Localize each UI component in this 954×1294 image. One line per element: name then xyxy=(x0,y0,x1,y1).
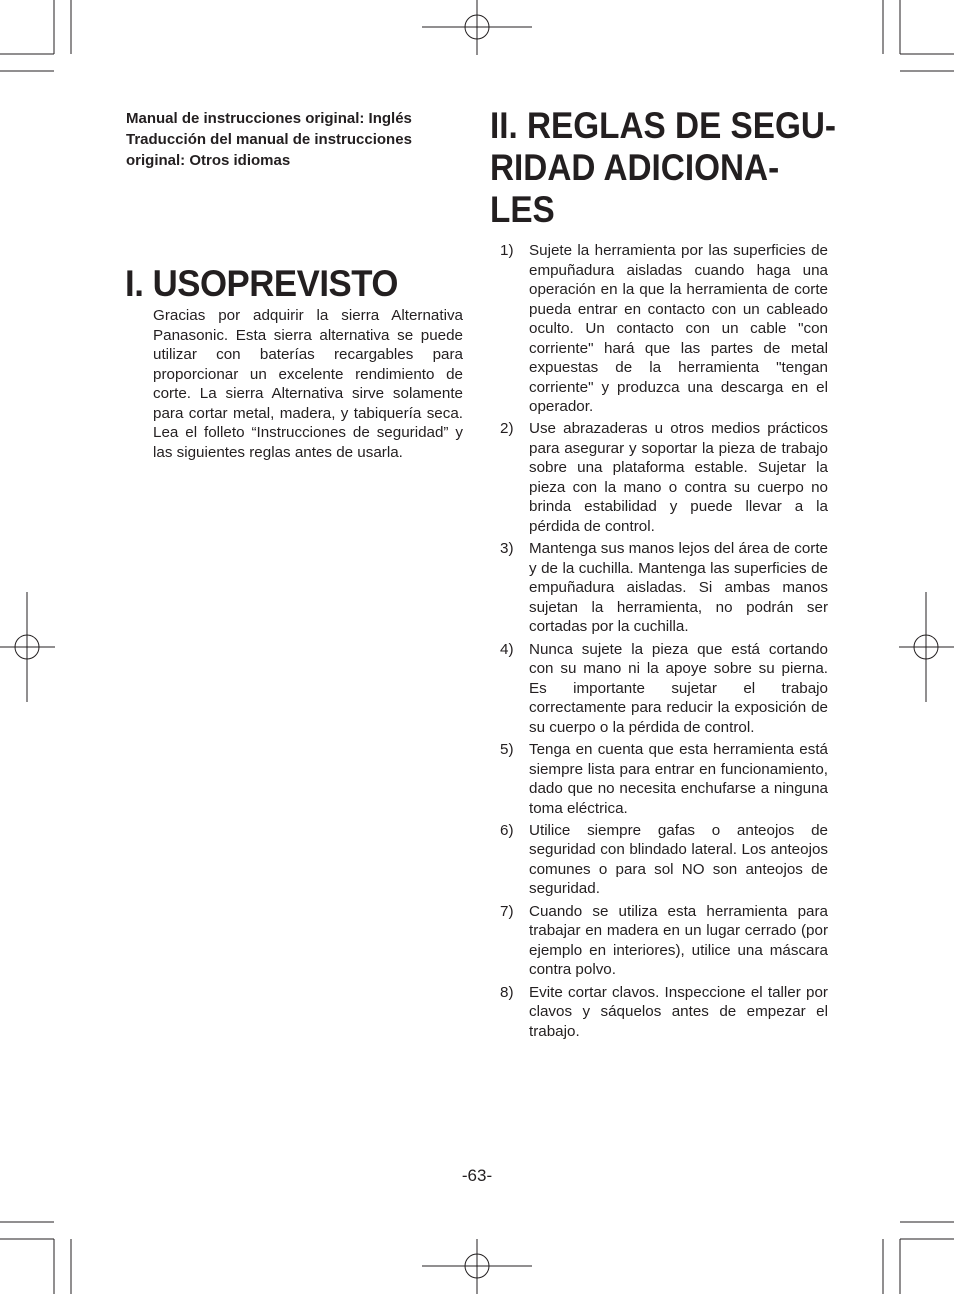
item-text: Cuando se utiliza esta herramienta para trabajar en madera en un lugar cerrado (por ejemplo en interiores), utilice una máscara contra polvo. xyxy=(529,902,828,979)
title-line: LES xyxy=(490,189,555,230)
intended-use-paragraph: Gracias por adquirir la sierra Alternativa Panasonic. Esta sierra alternativa se puede utilizar con baterías recargables para proporcionar un excelente rendimiento de corte. La sierra Alternativa sirve solamente para cortar metal, madera, y tabiquería seca. Lea el folleto “Instrucciones de seguridad” y las siguientes reglas antes de usarla. xyxy=(153,307,463,461)
item-text: Evite cortar clavos. Inspeccione el taller por clavos y sáquelos antes de empezar el trabajo. xyxy=(529,983,828,1040)
list-item xyxy=(500,419,828,536)
safety-rules-list xyxy=(500,241,828,1044)
item-number: 2) xyxy=(500,420,514,438)
original-language-note xyxy=(126,108,466,171)
item-text: Sujete la herramienta por las superficies de empuñadura aisladas cuando haga una operación en la que la herramienta de corte pueda entrar en contacto con un cableado oculto. Un contacto con un cable "con corriente" hará que las partes de metal expuestas de la herramienta "tengan corriente" y produzca una descarga en el operador. xyxy=(529,242,828,415)
item-text: Mantenga sus manos lejos del área de corte y de la cuchilla. Mantenga las superficies de empuñadura aisladas. Si ambas manos sujetan la herramienta, no podrán ser cortadas por la cuchilla. xyxy=(529,540,828,636)
section-title-safety-rules xyxy=(490,105,850,231)
list-item xyxy=(500,640,828,738)
list-item xyxy=(500,241,828,417)
section-title-intended-use: I. USOPREVISTO xyxy=(125,263,399,304)
list-item xyxy=(500,983,828,1042)
note-line: original: Otros idiomas xyxy=(126,152,291,169)
list-item xyxy=(500,539,828,637)
item-number: 6) xyxy=(500,821,514,839)
note-line: Manual de instrucciones original: Inglés xyxy=(126,110,412,127)
item-number: 7) xyxy=(500,902,514,920)
item-number: 5) xyxy=(500,741,514,759)
list-item xyxy=(500,821,828,899)
list-item xyxy=(500,740,828,818)
item-text: Utilice siempre gafas o anteojos de seguridad con blindado lateral. Los anteojos comunes o para sol NO son anteojos de seguridad. xyxy=(529,821,828,898)
item-number: 4) xyxy=(500,640,514,658)
item-text: Nunca sujete la pieza que está cortando con su mano ni la apoye sobre su pierna. Es importante sujetar el trabajo correctamente para reducir la exposición de su cuerpo o la pérdida de control. xyxy=(529,640,828,736)
item-text: Use abrazaderas u otros medios prácticos para asegurar y soportar la pieza de trabajo sobre una plataforma estable. Sujetar la pieza con la mano o contra su cuerpo no brinda estabilidad y puede llevar a la pérdida de control. xyxy=(529,420,828,535)
item-number: 8) xyxy=(500,983,514,1001)
item-number: 1) xyxy=(500,242,514,259)
item-text: Tenga en cuenta que esta herramienta está siempre lista para entrar en funcionamiento, dado que no necesita enchufarse a ninguna toma eléctrica. xyxy=(529,741,828,817)
page-number: -63- xyxy=(461,1166,493,1185)
list-item xyxy=(500,902,828,980)
title-line: RIDAD ADICIONA- xyxy=(490,147,780,188)
item-number: 3) xyxy=(500,540,514,558)
note-line: Traducción del manual de instrucciones xyxy=(126,131,412,148)
title-line: II. REGLAS DE SEGU- xyxy=(490,105,836,146)
